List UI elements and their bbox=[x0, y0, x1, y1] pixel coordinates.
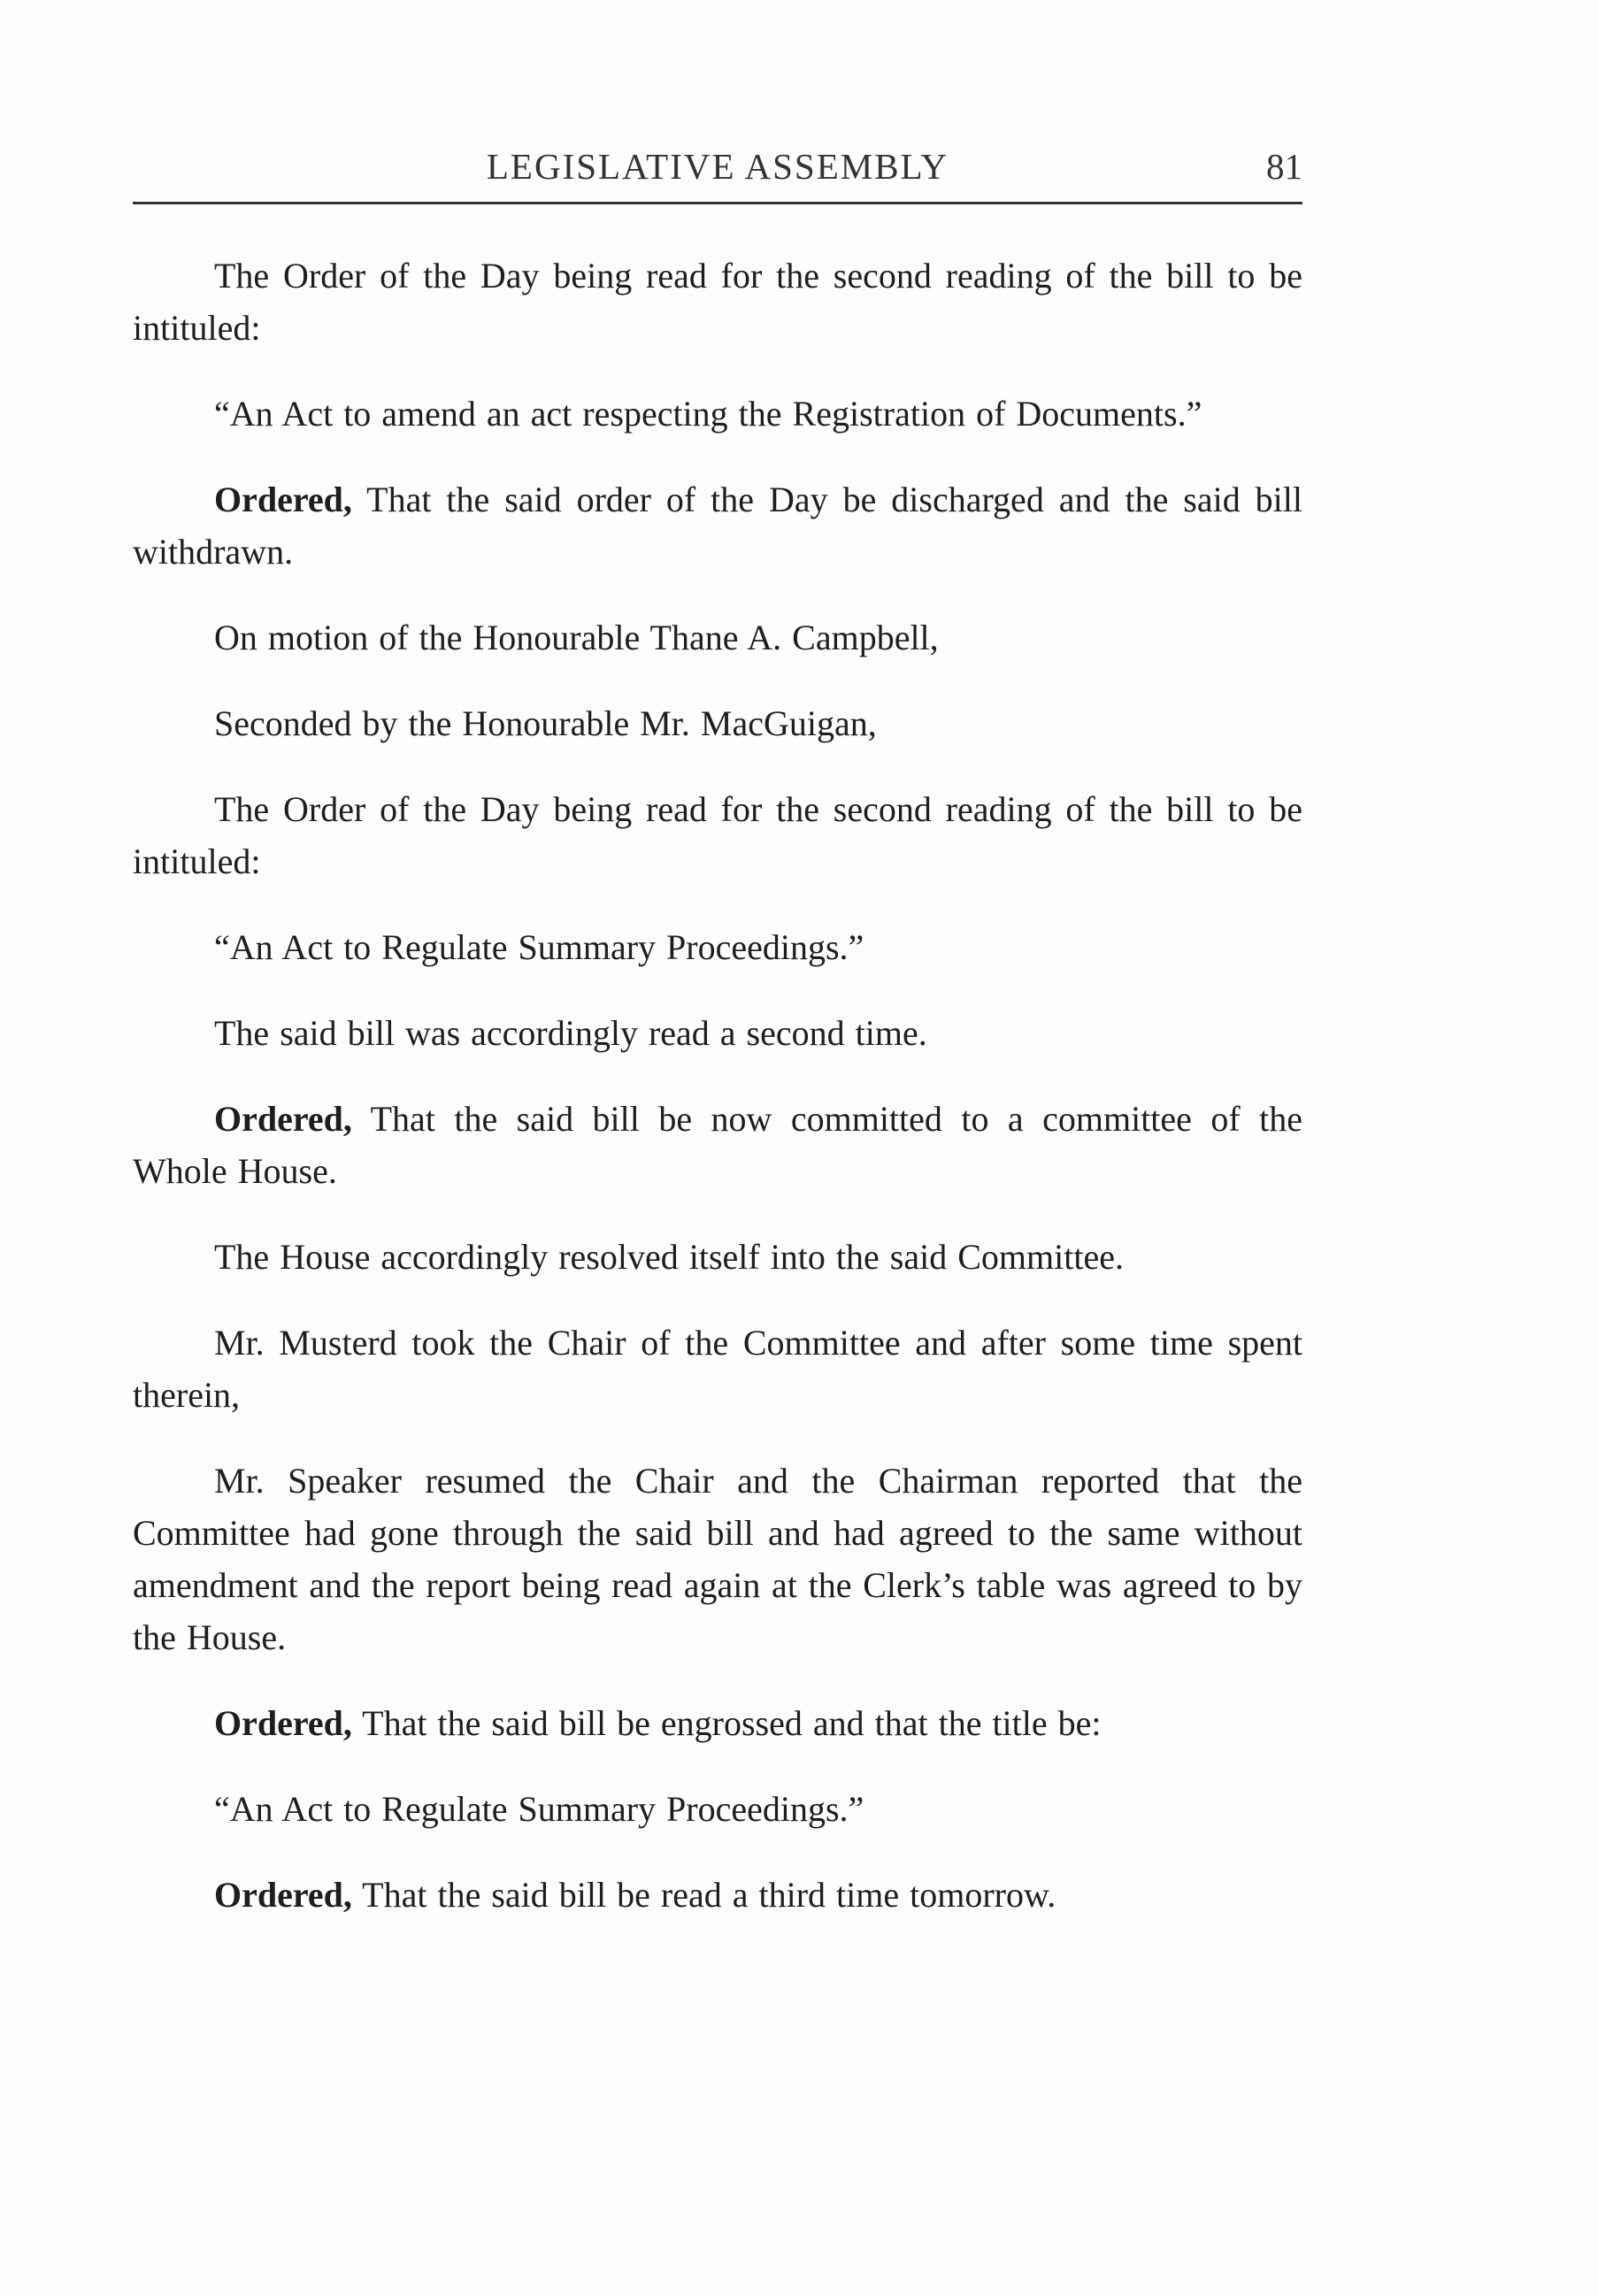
page-header bbox=[133, 133, 1302, 207]
running-head: LEGISLATIVE ASSEMBLY bbox=[486, 146, 949, 187]
body-text bbox=[133, 250, 1302, 1954]
paragraph: “An Act to Regulate Summary Proceedings.” bbox=[214, 1789, 864, 1829]
ordered-lead: Ordered, bbox=[214, 1875, 352, 1915]
paragraph: Ordered, That the said bill be read a third time tomorrow. bbox=[214, 1875, 1056, 1915]
paragraph: On motion of the Honourable Thane A. Campbell, bbox=[214, 618, 939, 657]
paragraph: “An Act to amend an act respecting the Registration of Documents.” bbox=[214, 394, 1202, 434]
ordered-lead: Ordered, bbox=[214, 1099, 352, 1139]
paragraph: Seconded by the Honourable Mr. MacGuigan, bbox=[214, 703, 877, 743]
paragraph: Ordered, That the said order of the Day be discharged and the said bill withdrawn. bbox=[133, 480, 1302, 572]
paragraph: The House accordingly resolved itself into the said Committee. bbox=[214, 1237, 1124, 1277]
paragraph: Ordered, That the said bill be engrossed and that the title be: bbox=[214, 1703, 1102, 1743]
ordered-lead: Ordered, bbox=[214, 1703, 352, 1743]
paragraph: The Order of the Day being read for the second reading of the bill to be intituled: bbox=[133, 789, 1302, 881]
ordered-lead: Ordered, bbox=[214, 480, 352, 519]
page-number: 81 bbox=[1266, 146, 1302, 187]
paragraph: The Order of the Day being read for the second reading of the bill to be intituled: bbox=[133, 256, 1302, 348]
paragraph: The said bill was accordingly read a second time. bbox=[214, 1013, 927, 1053]
paragraph: “An Act to Regulate Summary Proceedings.” bbox=[214, 927, 864, 967]
paragraph: Mr. Speaker resumed the Chair and the Chairman reported that the Committee had gone through the said bill and had agreed to the same without amendment and the report being read again at the Clerk’s table was agreed to by the House. bbox=[133, 1461, 1302, 1657]
header-rule bbox=[133, 202, 1302, 204]
paragraph: Ordered, That the said bill be now committed to a committee of the Whole House. bbox=[133, 1099, 1302, 1191]
paragraph: Mr. Musterd took the Chair of the Committee and after some time spent therein, bbox=[133, 1323, 1302, 1415]
